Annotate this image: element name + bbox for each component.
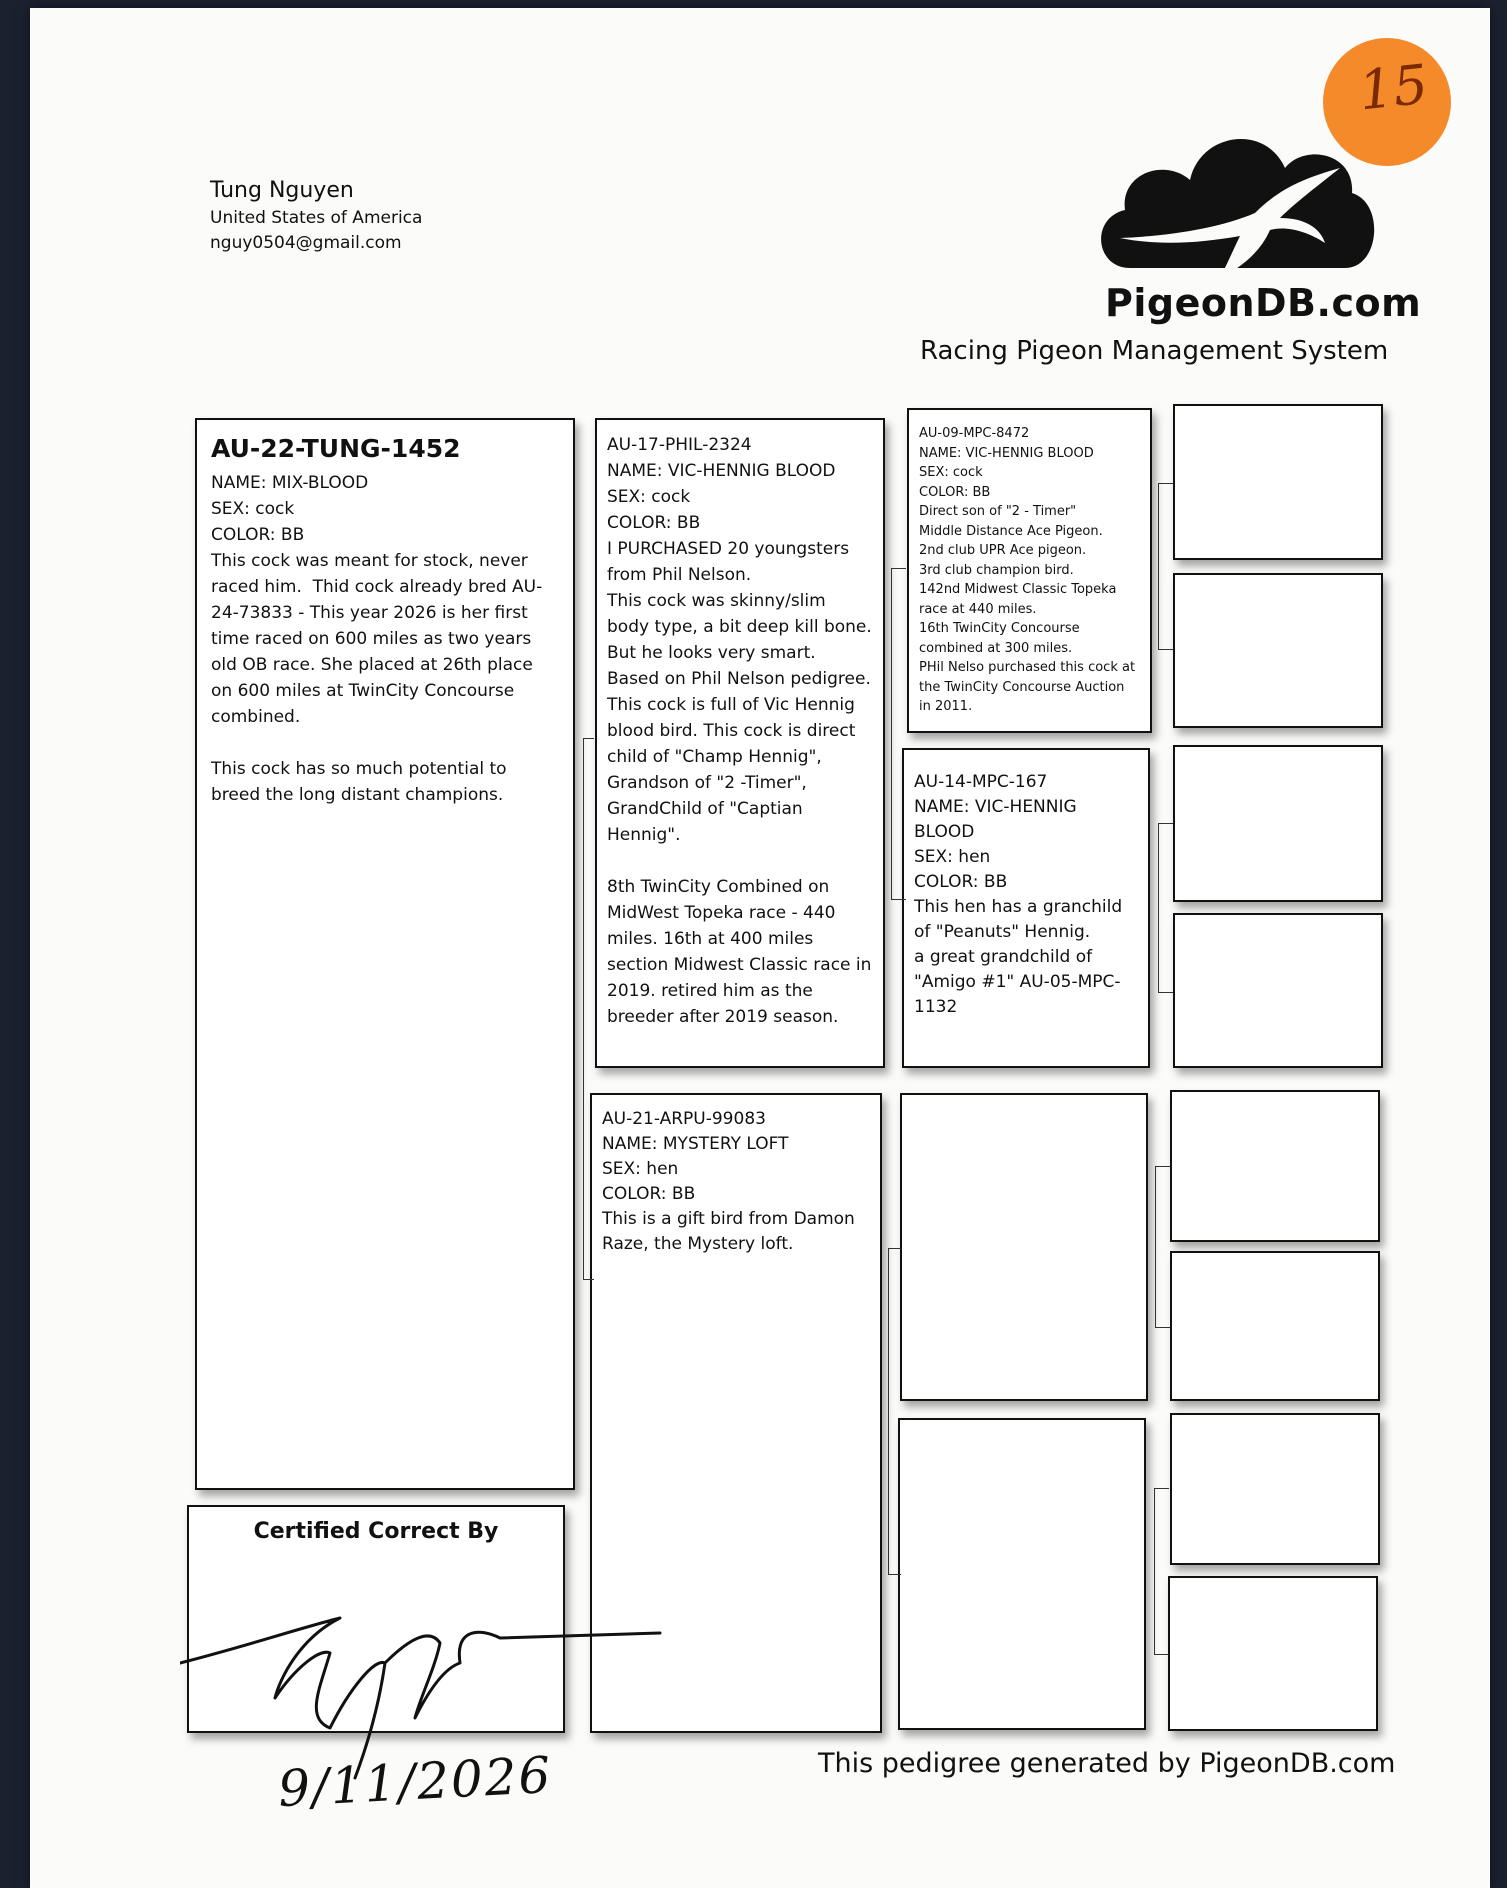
- sire-dam-notes: This hen has a granchild of "Peanuts" Hennig. a great grandchild of "Amigo #1" AU-05-MPC-1132: [914, 897, 1123, 1017]
- sire-dam-card: [902, 748, 1150, 1068]
- sire-band-id: AU-17-PHIL-2324: [607, 435, 752, 455]
- sire-color: COLOR: BB: [607, 513, 701, 533]
- dam-sire-card: [900, 1093, 1148, 1401]
- sire-sire-notes: Direct son of "2 - Timer" Middle Distance Ace Pigeon. 2nd club UPR Ace pigeon. 3rd club champion bird. 142nd Midwest Classic Topeka race at 440 miles. 16th TwinCity Concourse combined at 300 miles. PHil Nelso purchased this cock at the TwinCity Concourse Auction in 2011.: [919, 504, 1136, 714]
- sire-dam-sex: SEX: hen: [914, 847, 991, 867]
- dam-sex: SEX: hen: [602, 1159, 679, 1179]
- great-grandparent-card: [1170, 1251, 1380, 1401]
- subject-sex: SEX: cock: [211, 499, 295, 519]
- great-grandparent-card: [1173, 404, 1383, 560]
- certified-label: Certified Correct By: [253, 1519, 499, 1544]
- connector-line: [583, 738, 594, 1280]
- signature-date: 9/11/2026: [276, 1745, 554, 1819]
- sire-notes: I PURCHASED 20 youngsters from Phil Nelson. This cock was skinny/slim body type, a bit deep kill bone. But he looks very smart. Based on Phil Nelson pedigree. This cock is full of Vic Hennig blood bird. This cock is direct child of "Champ Hennig", Grandson of "2 -Timer", GrandChild of "Captian Hennig". 8th TwinCity Combined on MidWest Topeka race - 440 miles. 16th at 400 miles section Midwest Classic race in 2019. retired him as the breeder after 2019 season.: [607, 539, 872, 1027]
- sire-sex: SEX: cock: [607, 487, 691, 507]
- connector-line: [891, 568, 906, 900]
- connector-line: [888, 1248, 901, 1575]
- owner-name: Tung Nguyen: [210, 178, 354, 203]
- great-grandparent-card: [1173, 913, 1383, 1068]
- subject-band-id: AU-22-TUNG-1452: [211, 434, 461, 463]
- sire-sire-color: COLOR: BB: [919, 484, 991, 500]
- cloud-pigeon-logo-icon: [1090, 118, 1390, 288]
- connector-line: [1158, 483, 1173, 650]
- owner-country: United States of America: [210, 208, 423, 228]
- great-grandparent-card: [1173, 745, 1383, 902]
- sire-sire-sex: SEX: cock: [919, 465, 983, 480]
- dam-name: NAME: MYSTERY LOFT: [602, 1134, 789, 1154]
- subject-color: COLOR: BB: [211, 525, 305, 545]
- sire-sire-name: NAME: VIC-HENNIG BLOOD: [919, 445, 1094, 461]
- sire-card: [595, 418, 885, 1068]
- pedigree-sheet: [30, 8, 1490, 1888]
- footer-credit: This pedigree generated by PigeonDB.com: [818, 1748, 1396, 1779]
- sire-sire-band-id: AU-09-MPC-8472: [919, 426, 1030, 441]
- owner-email: nguy0504@gmail.com: [210, 233, 402, 253]
- dam-dam-card: [898, 1418, 1146, 1730]
- great-grandparent-card: [1173, 573, 1383, 728]
- sire-name: NAME: VIC-HENNIG BLOOD: [607, 461, 836, 481]
- great-grandparent-card: [1170, 1413, 1380, 1565]
- subject-name: NAME: MIX-BLOOD: [211, 473, 369, 493]
- sire-sire-card: [907, 408, 1152, 733]
- great-grandparent-card: [1168, 1576, 1378, 1731]
- connector-line: [1155, 1166, 1170, 1328]
- subject-bird-card: [195, 418, 575, 1490]
- sire-dam-name: NAME: VIC-HENNIG BLOOD: [914, 797, 1077, 842]
- subject-notes: This cock was meant for stock, never raced him. Thid cock already bred AU-24-73833 - This year 2026 is her first time raced on 600 miles as two years old OB race. She placed at 26th place on 600 miles at TwinCity Concourse combined. This cock has so much potential to breed the long distant champions.: [211, 551, 543, 805]
- dam-band-id: AU-21-ARPU-99083: [602, 1109, 766, 1129]
- sire-dam-color: COLOR: BB: [914, 872, 1008, 892]
- connector-line: [1154, 1488, 1169, 1655]
- great-grandparent-card: [1170, 1090, 1380, 1242]
- dam-color: COLOR: BB: [602, 1184, 696, 1204]
- connector-line: [1158, 823, 1173, 993]
- sire-dam-band-id: AU-14-MPC-167: [914, 772, 1048, 792]
- sticker-number: 15: [1355, 52, 1431, 123]
- brand-name: PigeonDB.com: [1105, 281, 1422, 325]
- dam-notes: This is a gift bird from Damon Raze, the Mystery loft.: [602, 1209, 861, 1254]
- brand-tagline: Racing Pigeon Management System: [920, 336, 1389, 366]
